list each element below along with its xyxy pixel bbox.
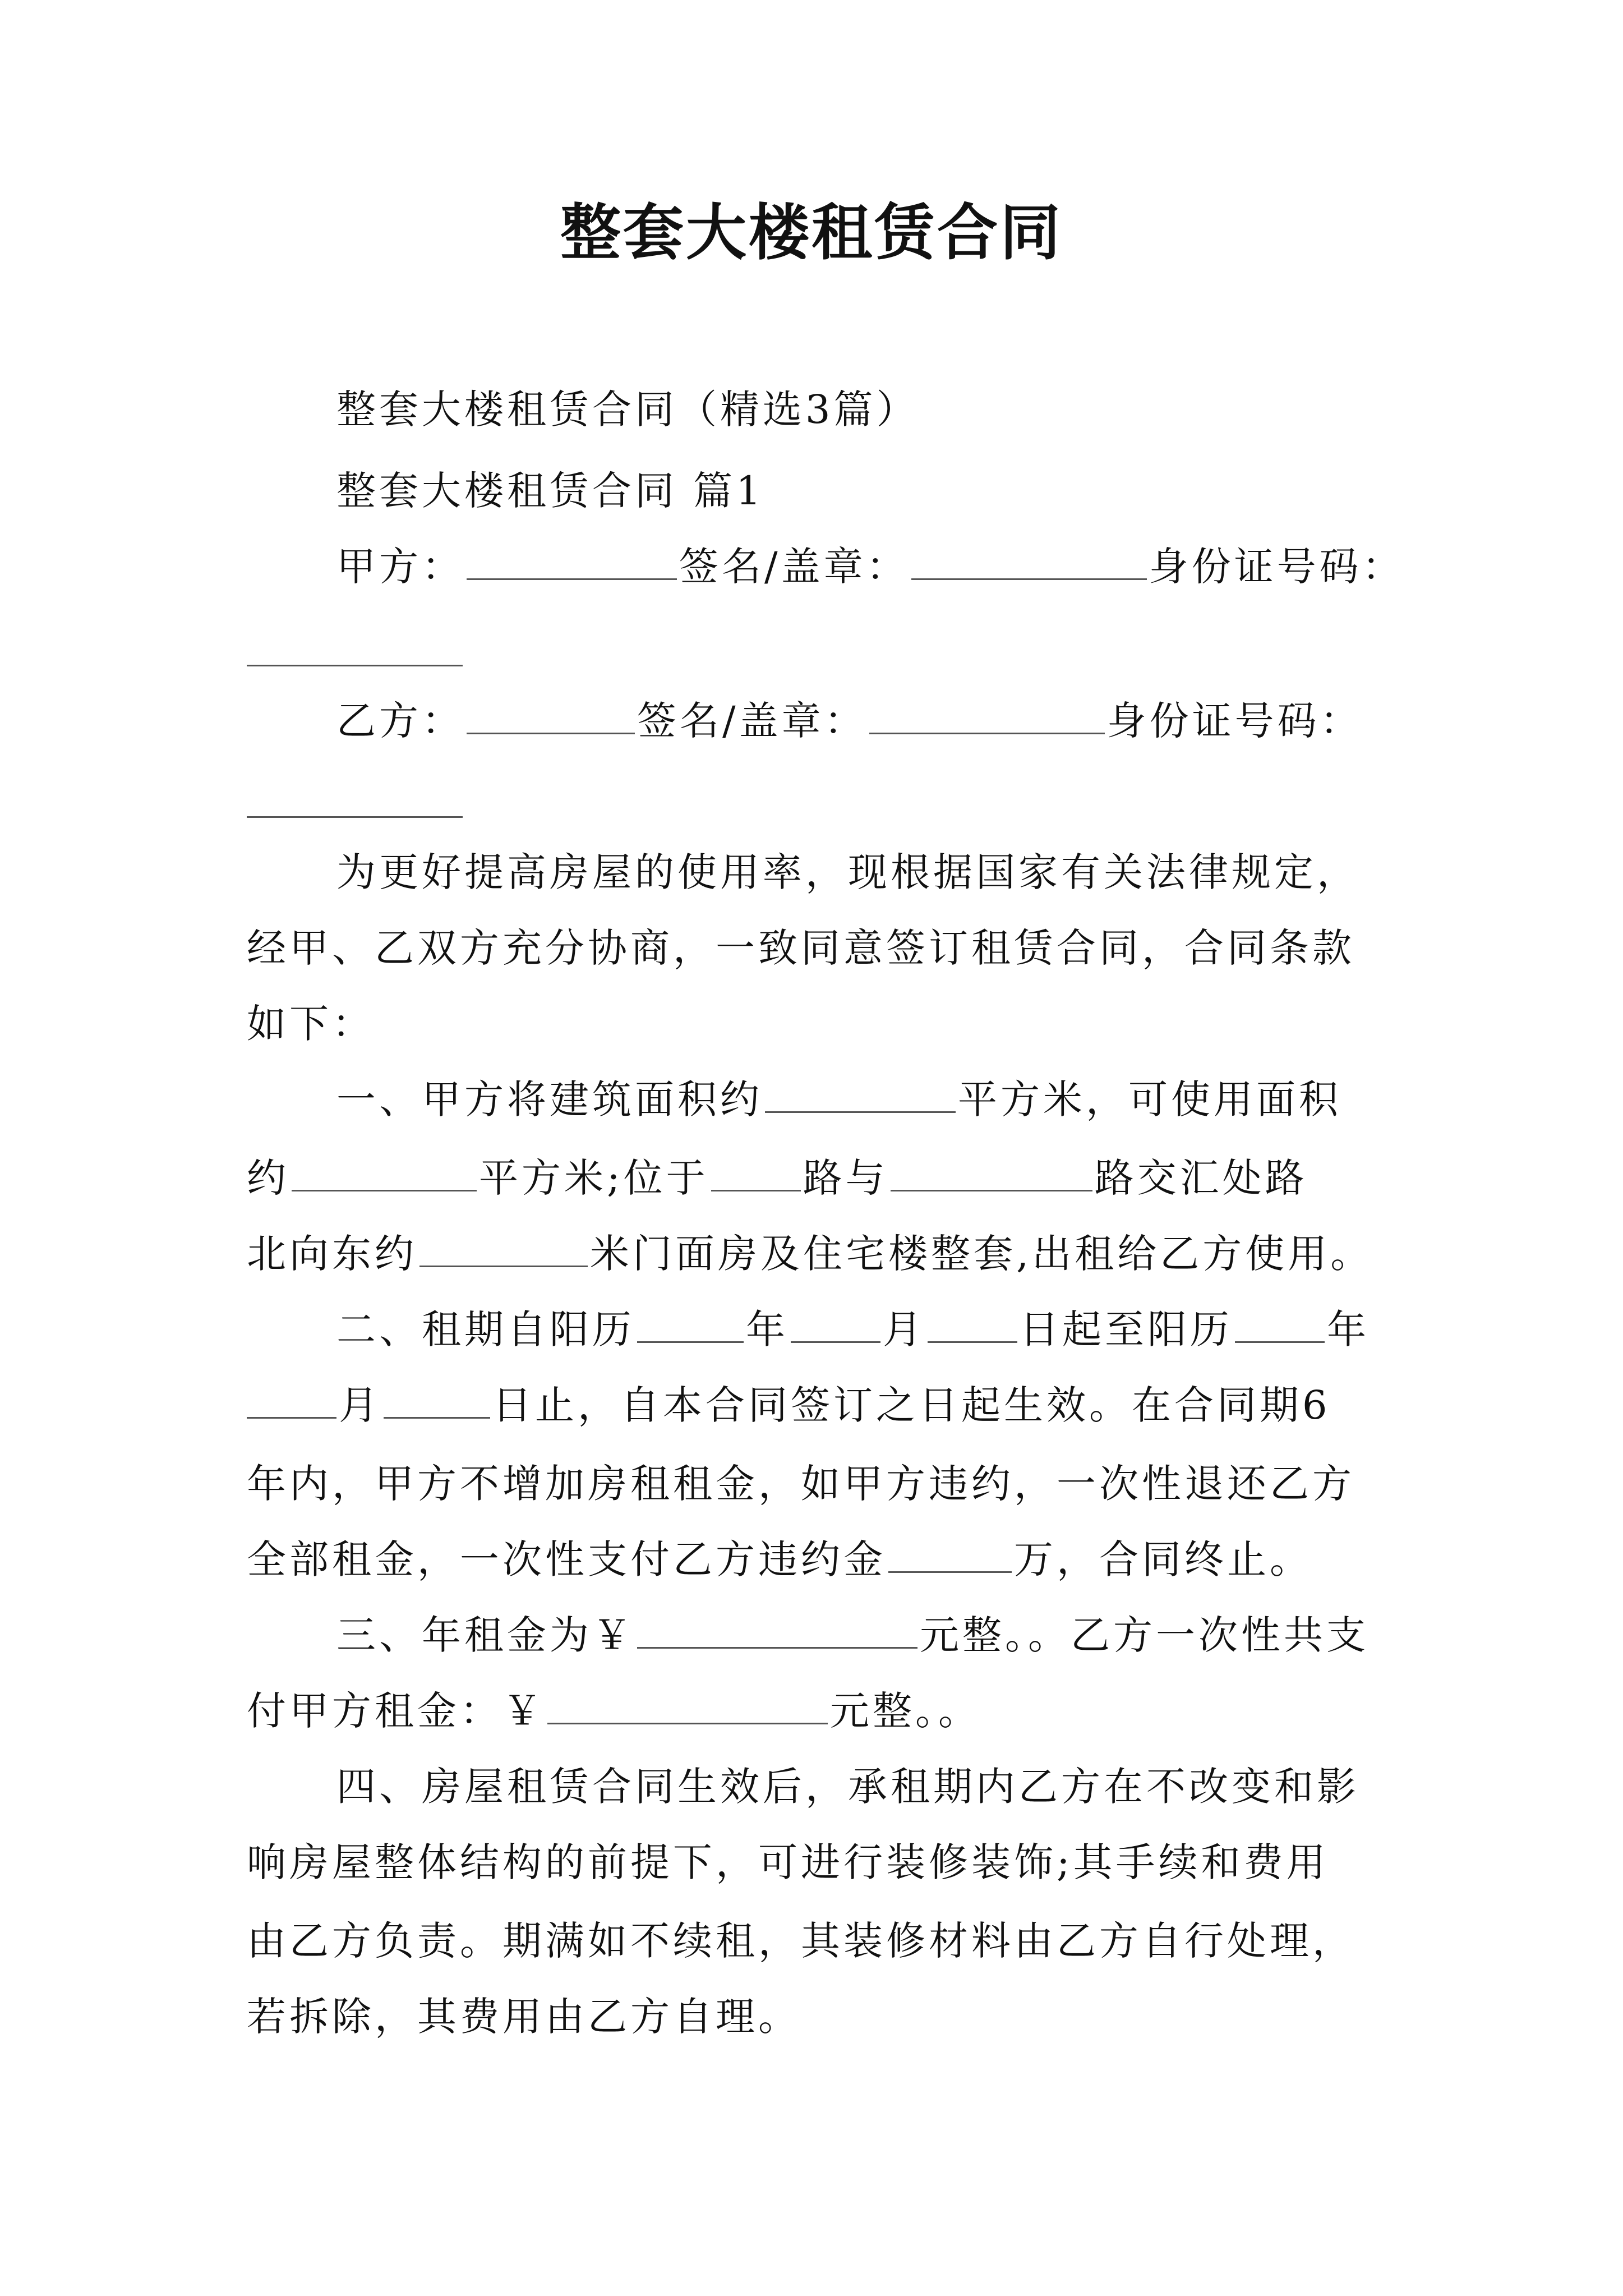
clause2-text-b: 年	[746, 1306, 789, 1352]
party-a-name-blank	[467, 546, 677, 580]
document-title: 整套大楼租赁合同	[560, 197, 1063, 268]
party-a-sign-label: 签名/盖章：	[679, 544, 909, 590]
party-a-id-blank	[247, 665, 463, 666]
clause4-line-3: 由乙方负责。期满如不续租，其装修材料由乙方自行处理，	[247, 1918, 1355, 1964]
party-a-label: 甲方：	[336, 544, 464, 590]
clause4-line-4: 若拆除，其费用由乙方自理。	[247, 1994, 801, 2040]
clause4-line-2: 响房屋整体结构的前提下，可进行装修装饰;其手续和费用	[247, 1839, 1329, 1885]
clause2-start-month-blank	[791, 1309, 880, 1343]
clause1-road1-blank	[711, 1157, 801, 1191]
clause2-line-4	[247, 1531, 1312, 1588]
clause3-line-1	[336, 1607, 1369, 1663]
party-b-sign-label: 签名/盖章：	[637, 698, 867, 744]
clause2-end-month-blank	[247, 1384, 336, 1419]
clause3-text-d: 元整。。	[830, 1688, 981, 1734]
clause1-text-a: 一、甲方将建筑面积约	[336, 1076, 763, 1122]
clause2-end-year-blank	[1235, 1309, 1325, 1343]
clause1-text-b: 平方米，可使用面积	[958, 1076, 1341, 1122]
party-b-id-label: 身份证号码：	[1106, 698, 1363, 744]
clause2-line-2	[247, 1377, 1331, 1433]
clause1-text-g: 北向东约	[247, 1231, 417, 1277]
clause2-line-1	[336, 1301, 1370, 1358]
clause2-start-year-blank	[637, 1309, 744, 1343]
clause1-text-c: 约	[247, 1155, 289, 1201]
clause1-text-e: 路与	[803, 1155, 888, 1201]
clause1-area-blank	[765, 1079, 956, 1113]
clause1-text-d: 平方米;位于	[479, 1155, 709, 1201]
clause2-text-d: 日起至阳历	[1020, 1306, 1233, 1352]
party-a-id-label: 身份证号码：	[1149, 544, 1405, 590]
clause2-end-day-blank	[384, 1384, 490, 1419]
document-subtitle: 整套大楼租赁合同（精选3篇）	[336, 386, 919, 432]
clause2-text-f: 月	[339, 1382, 381, 1428]
clause3-text-a: 三、年租金为￥	[336, 1612, 635, 1658]
clause2-text-g: 日止，自本合同签订之日起生效。在合同期6	[492, 1382, 1331, 1428]
clause1-line-3	[247, 1226, 1373, 1282]
clause3-text-c: 付甲方租金：￥	[247, 1688, 545, 1734]
party-b-label: 乙方：	[336, 698, 464, 744]
intro-line-2: 经甲、乙双方充分协商，一致同意签订租赁合同，合同条款	[247, 925, 1355, 971]
section-heading: 整套大楼租赁合同 篇1	[336, 468, 764, 514]
clause2-text-a: 二、租期自阳历	[336, 1306, 635, 1352]
clause3-text-b: 元整。。乙方一次性共支	[920, 1612, 1369, 1658]
clause4-line-1: 四、房屋租赁合同生效后，承租期内乙方在不改变和影	[336, 1764, 1359, 1810]
clause2-penalty-blank	[888, 1539, 1012, 1573]
clause3-total-rent-blank	[547, 1690, 828, 1724]
clause2-text-j: 万，合同终止。	[1014, 1536, 1312, 1582]
clause1-text-f: 路交汇处路	[1094, 1155, 1308, 1201]
party-b-line	[336, 693, 1363, 749]
party-b-sign-blank	[869, 700, 1105, 734]
intro-line-1: 为更好提高房屋的使用率，现根据国家有关法律规定，	[336, 849, 1359, 895]
intro-line-3: 如下：	[247, 1001, 375, 1047]
clause1-line-1	[336, 1071, 1341, 1128]
clause1-road2-blank	[891, 1157, 1092, 1191]
clause2-text-i: 全部租金，一次性支付乙方违约金	[247, 1536, 886, 1582]
clause2-text-e: 年	[1327, 1306, 1370, 1352]
clause1-distance-blank	[419, 1233, 588, 1267]
party-b-name-blank	[467, 700, 635, 734]
clause1-line-2	[247, 1150, 1308, 1206]
clause1-text-h: 米门面房及住宅楼整套,出租给乙方使用。	[590, 1231, 1373, 1277]
clause2-start-day-blank	[928, 1309, 1017, 1343]
clause3-line-2	[247, 1683, 981, 1739]
party-a-sign-blank	[911, 546, 1147, 580]
party-b-id-blank	[247, 816, 463, 818]
clause2-line-3: 年内，甲方不增加房租租金，如甲方违约，一次性退还乙方	[247, 1461, 1355, 1507]
clause3-annual-rent-blank	[637, 1614, 917, 1649]
party-a-line	[336, 539, 1405, 595]
clause2-text-c: 月	[883, 1306, 925, 1352]
clause1-usable-area-blank	[292, 1157, 477, 1191]
